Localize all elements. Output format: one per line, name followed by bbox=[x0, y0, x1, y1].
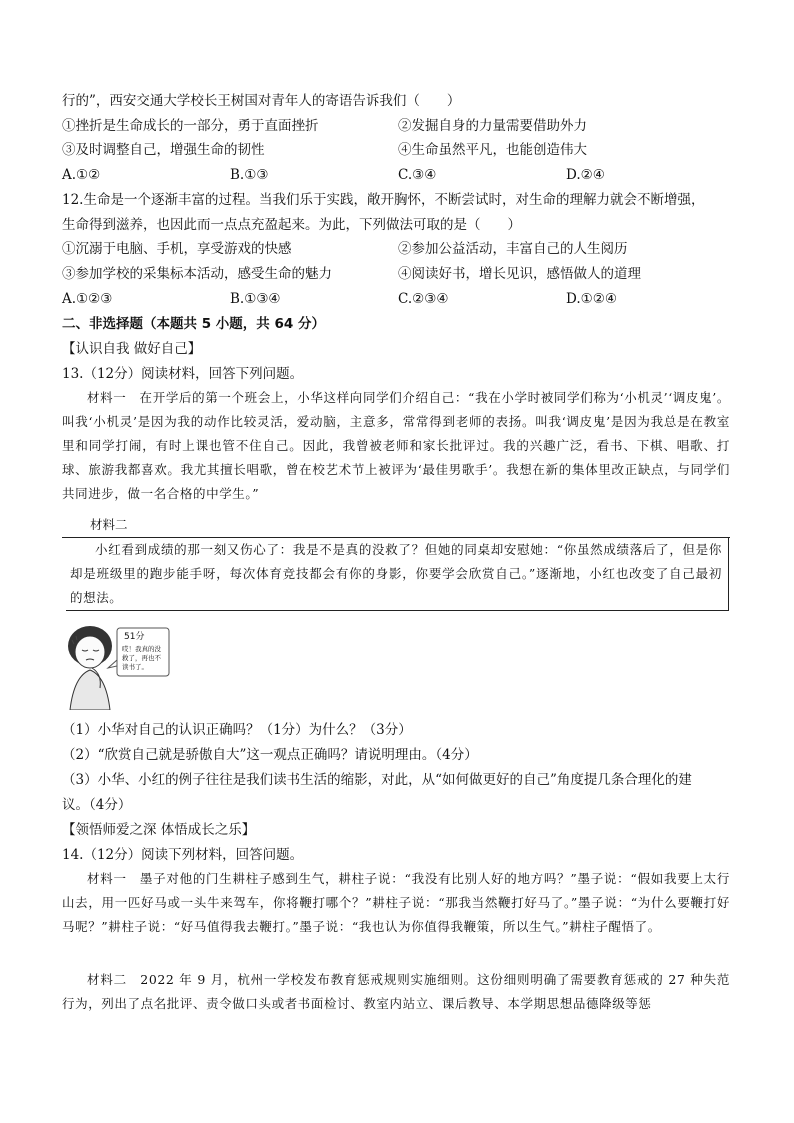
q11-choice-c: C.③④ bbox=[398, 167, 437, 183]
q12-choice-b: B.①③④ bbox=[230, 291, 281, 307]
q11-option-3: ③及时调整自己，增强生命的韧性 bbox=[62, 142, 265, 158]
q11-option-1: ①挫折是生命成长的一部分，勇于直面挫折 bbox=[62, 118, 319, 134]
q12-option-1: ①沉溺于电脑、手机，享受游戏的快感 bbox=[62, 241, 292, 257]
q12-option-3: ③参加学校的采集标本活动，感受生命的魅力 bbox=[62, 266, 332, 282]
q12-stem-line-1: 12.生命是一个逐渐丰富的过程。当我们乐于实践，敞开胸怀，不断尝试时，对生命的理解力就会不断增强， bbox=[62, 192, 705, 208]
bubble-line-2: 救了，再也不 bbox=[122, 654, 161, 662]
q12-choice-a: A.①②③ bbox=[62, 291, 113, 307]
q13-material-2 bbox=[70, 538, 722, 610]
q13-sub-2: （2）“欣赏自己就是骄傲自大”这一观点正确吗？请说明理由。（4分） bbox=[62, 747, 478, 763]
q13-material-2-label: 材料二 bbox=[90, 517, 128, 532]
theme-heading-2: 【领悟师爱之深 体悟成长之乐】 bbox=[62, 822, 256, 838]
q13-sub-3: （3）小华、小红的例子往往是我们读书生活的缩影，对此，从“如何做更好的自己”角度提几条合理化的建 bbox=[62, 772, 692, 788]
sad-student-cartoon bbox=[62, 618, 174, 710]
theme-heading-1: 【认识自我 做好自己】 bbox=[62, 341, 202, 357]
q11-choice-b: B.①③ bbox=[230, 167, 269, 183]
q13-intro: 13.（12分）阅读材料，回答下列问题。 bbox=[62, 366, 304, 382]
q13-sub-3-cont: 议。（4分） bbox=[62, 797, 132, 813]
q13-material-2-text: 小红看到成绩的那一刻又伤心了：我是不是真的没救了？但她的同桌却安慰她：“你虽然成绩落后了，但是你却是班级里的跑步能手呀，每次体育竞技都会有你的身影，你要学会欣赏自己。”逐渐地，小红也改变了自己最初的想法。 bbox=[70, 542, 722, 605]
q12-stem-line-2: 生命得到滋养，也因此而一点点充盈起来。为此，下列做法可取的是（ ） bbox=[62, 217, 521, 233]
face bbox=[75, 636, 105, 668]
q12-option-4: ④阅读好书，增长见识，感悟做人的道理 bbox=[398, 266, 641, 282]
q14-material-2 bbox=[62, 968, 730, 1016]
body bbox=[70, 670, 110, 710]
q13-material-1 bbox=[62, 386, 730, 506]
q11-option-4: ④生命虽然平凡，也能创造伟大 bbox=[398, 142, 587, 158]
bubble-line-1: 哎！我真的没 bbox=[122, 645, 161, 653]
cartoon-score: 51分 bbox=[124, 632, 145, 642]
q13-material-1-text: 材料一 在开学后的第一个班会上，小华这样向同学们介绍自己：“我在小学时被同学们称为‘小机灵’‘调皮鬼’。叫我‘小机灵’是因为我的动作比较灵活，爱动脑，主意多，常常得到老师的表扬。叫我‘调皮鬼’是因为我总是在教室里和同学打闹，有时上课也管不住自己。因此，我曾被老师和家长批评过。我的兴趣广泛，看书、下棋、唱歌、打球、旅游我都喜欢。我尤其擅长唱歌，曾在校艺术节上被评为‘最佳男歌手’。我想在新的集体里改正缺点，与同学们共同进步，做一名合格的中学生。” bbox=[62, 390, 730, 501]
q11-option-2: ②发掘自身的力量需要借助外力 bbox=[398, 118, 587, 134]
speech-bubble-tail bbox=[108, 660, 117, 668]
q12-choice-d: D.①②④ bbox=[566, 291, 617, 307]
q14-material-1-text: 材料一 墨子对他的门生耕柱子感到生气，耕柱子说：“我没有比别人好的地方吗？”墨子说：“假如我要上太行山去，用一匹好马或一头牛来驾车，你将鞭打哪个？”耕柱子说：“那我当然鞭打好马了。”墨子说：“为什么要鞭打好马呢？”耕柱子说：“好马值得我去鞭打。”墨子说：“我也认为你值得我鞭策，所以生气。”耕柱子醒悟了。 bbox=[62, 871, 730, 934]
q12-option-2: ②参加公益活动，丰富自己的人生阅历 bbox=[398, 241, 628, 257]
q14-material-2-text: 材料二 2022 年 9 月，杭州一学校发布教育惩戒规则实施细则。这份细则明确了需要教育惩戒的 27 种失范行为，列出了点名批评、责令做口头或者书面检讨、教室内站立、课后教导、本学期思想品德降级等惩 bbox=[62, 972, 730, 1011]
q14-material-1 bbox=[62, 867, 730, 939]
q11-choice-a: A.①② bbox=[62, 167, 101, 183]
q11-choice-d: D.②④ bbox=[566, 167, 605, 183]
section-heading: 二、非选择题（本题共 5 小题，共 64 分） bbox=[62, 316, 325, 332]
q13-sub-1: （1）小华对自己的认识正确吗？（1分）为什么？（3分） bbox=[62, 722, 412, 738]
bubble-line-3: 读书了。 bbox=[122, 663, 148, 671]
q12-choice-c: C.②③④ bbox=[398, 291, 449, 307]
q11-stem-tail: 行的”，西安交通大学校长王树国对青年人的寄语告诉我们（ ） bbox=[62, 93, 461, 109]
q14-intro: 14.（12分）阅读下列材料，回答问题。 bbox=[62, 847, 304, 863]
